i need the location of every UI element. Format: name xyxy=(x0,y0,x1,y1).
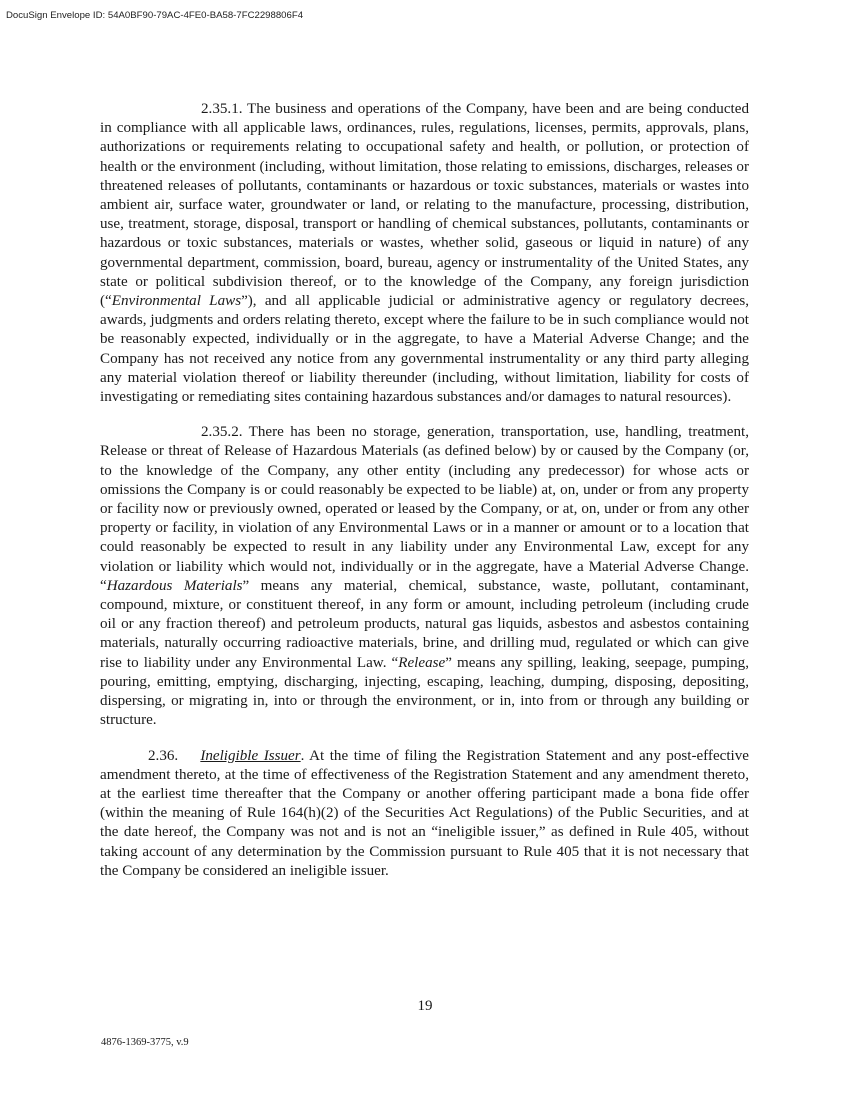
section-2-35-2-text-a: 2.35.2. There has been no storage, generation, transportation, use, handling, treatment, Release or threat of Release of Hazardous Materials (as defined below) by or caused by the Company (or, to the knowledge of the Company, any other entity (including any predecessor) for whose acts or omissions the Company is or could reasonably be expected to be liable) at, on, under or from any property or facility now or previously owned, operated or leased by the Company, or at, on, under or from any other property or facility, in violation of any Environmental Laws or in a manner or amount or to a location that could reasonably be expected to result in any liability under any Environmental Law, except for any violation or liability which would not, individually or in the aggregate, have a Material Adverse Change. “ xyxy=(100,424,749,594)
section-2-36-number: 2.36. xyxy=(148,747,179,764)
defined-term-release: Release xyxy=(398,654,446,671)
defined-term-environmental-laws: Environmental Laws xyxy=(111,293,242,310)
section-2-35-2 xyxy=(100,423,749,730)
section-2-35-2-text-b: ” means any material, chemical, substance, waste, pollutant, contaminant, compound, mixture, or constituent thereof, in any form or amount, including petroleum (including crude oil or any fraction thereof) and petroleum products, natural gas liquids, asbestos and asbestos containing materials, naturally occurring radioactive materials, brine, and drilling mud, regulated or which can give rise to liability under any Environmental Law. “ xyxy=(100,577,749,671)
section-2-36-heading: Ineligible Issuer xyxy=(200,747,301,764)
section-2-35-1 xyxy=(100,100,749,407)
page-number: 19 xyxy=(417,998,433,1014)
document-body xyxy=(100,100,749,897)
docusign-envelope-id: DocuSign Envelope ID: 54A0BF90-79AC-4FE0-BA58-7FC2298806F4 xyxy=(6,10,304,21)
section-2-35-1-text-b: ”), and all applicable judicial or administrative agency or regulatory decrees, awards, judgments and orders relating thereto, except where the failure to be in such compliance would not be reasonably expected, individually or in the aggregate, to have a Material Adverse Change; and the Company has not received any notice from any governmental instrumentality or any third party alleging any material violation thereof or liability thereunder (including, without limitation, liability for costs of investigating or remediating sites containing hazardous substances and/or damages to natural resources). xyxy=(100,293,749,406)
section-2-35-2-text-c: ” means any spilling, leaking, seepage, pumping, pouring, emitting, emptying, discharging, injecting, escaping, leaching, dumping, disposing, depositing, dispersing, or migrating in, into or through the environment, or in, into from or through any building or structure. xyxy=(100,654,750,729)
section-2-36-body: . At the time of filing the Registration Statement and any post-effective amendment thereto, at the time of effectiveness of the Registration Statement and any amendment thereto, at the earliest time thereafter that the Company or another offering participant made a bona fide offer (within the meaning of Rule 164(h)(2) of the Securities Act Regulations) of the Public Securities, and at the date hereof, the Company was not and is not an “ineligible issuer,” as defined in Rule 405, without taking account of any determination by the Commission pursuant to Rule 405 that it is not necessary that the Company be considered an ineligible issuer. xyxy=(100,747,749,879)
section-2-36 xyxy=(100,747,749,881)
defined-term-hazardous-materials: Hazardous Materials xyxy=(106,577,243,594)
document-id: 4876-1369-3775, v.9 xyxy=(101,1037,189,1048)
section-2-35-1-text-a: 2.35.1. The business and operations of the Company, have been and are being conducted in compliance with all applicable laws, ordinances, rules, regulations, licenses, permits, approvals, plans, authorizations or requirements relating to occupational safety and health, or pollution, or protection of health or the environment (including, without limitation, those relating to emissions, discharges, releases or threatened releases of pollutants, contaminants or hazardous or toxic substances, materials or wastes into ambient air, surface water, groundwater or land, or relating to the manufacture, processing, distribution, use, treatment, storage, disposal, transport or handling of chemical substances, pollutants, contaminants or hazardous or toxic substances, materials or wastes, whether solid, gaseous or liquid in nature) of any governmental department, commission, board, bureau, agency or instrumentality of the United States, any state or political subdivision thereof, or to the knowledge of the Company, any foreign jurisdiction (“ xyxy=(100,101,749,310)
